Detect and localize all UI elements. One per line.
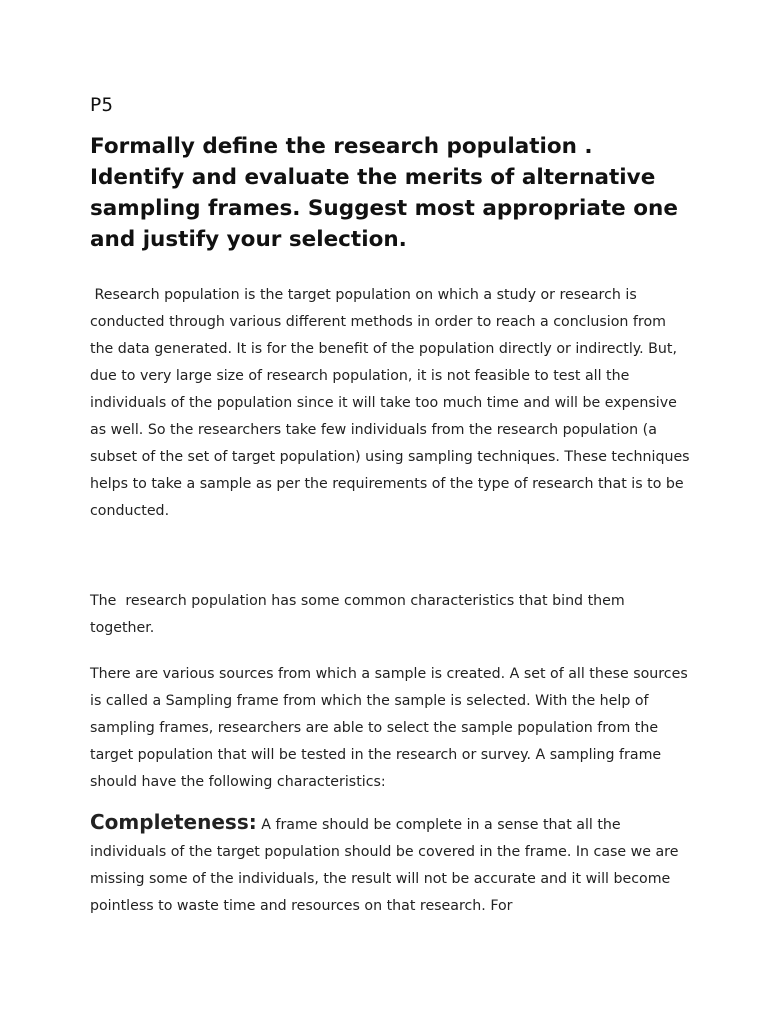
document-heading: Formally define the research population . Identify and evaluate the merits of alternative sampling frames. Suggest most appropriate one and justify your selection. xyxy=(90,134,678,252)
paragraph-common-characteristics: The research population has some common characteristics that bind them together. xyxy=(90,593,625,636)
completeness-term: Completeness: xyxy=(90,810,257,834)
paragraph-completeness xyxy=(90,809,690,920)
section-label: P5 xyxy=(90,94,113,116)
completeness-text: A frame should be complete in a sense that all the individuals of the target population should be covered in the frame. In case we are missing some of the individuals, the result will not be accurate and it will become pointless to waste time and resources on that research. For xyxy=(90,817,679,914)
paragraph-sampling-frame: There are various sources from which a sample is created. A set of all these sources is called a Sampling frame from which the sample is selected. With the help of sampling frames, researchers are able to select the sample population from the target population that will be tested in the research or survey. A sampling frame should have the following characteristics: xyxy=(90,666,688,790)
paragraph-research-population: Research population is the target population on which a study or research is conducted through various different methods in order to reach a conclusion from the data generated. It is for the benefit of the population directly or indirectly. But, due to very large size of research population, it is not feasible to test all the individuals of the population since it will take too much time and will be expensive as well. So the researchers take few individuals from the research population (a subset of the set of target population) using sampling techniques. These techniques helps to take a sample as per the requirements of the type of research that is to be conducted. xyxy=(90,287,690,519)
